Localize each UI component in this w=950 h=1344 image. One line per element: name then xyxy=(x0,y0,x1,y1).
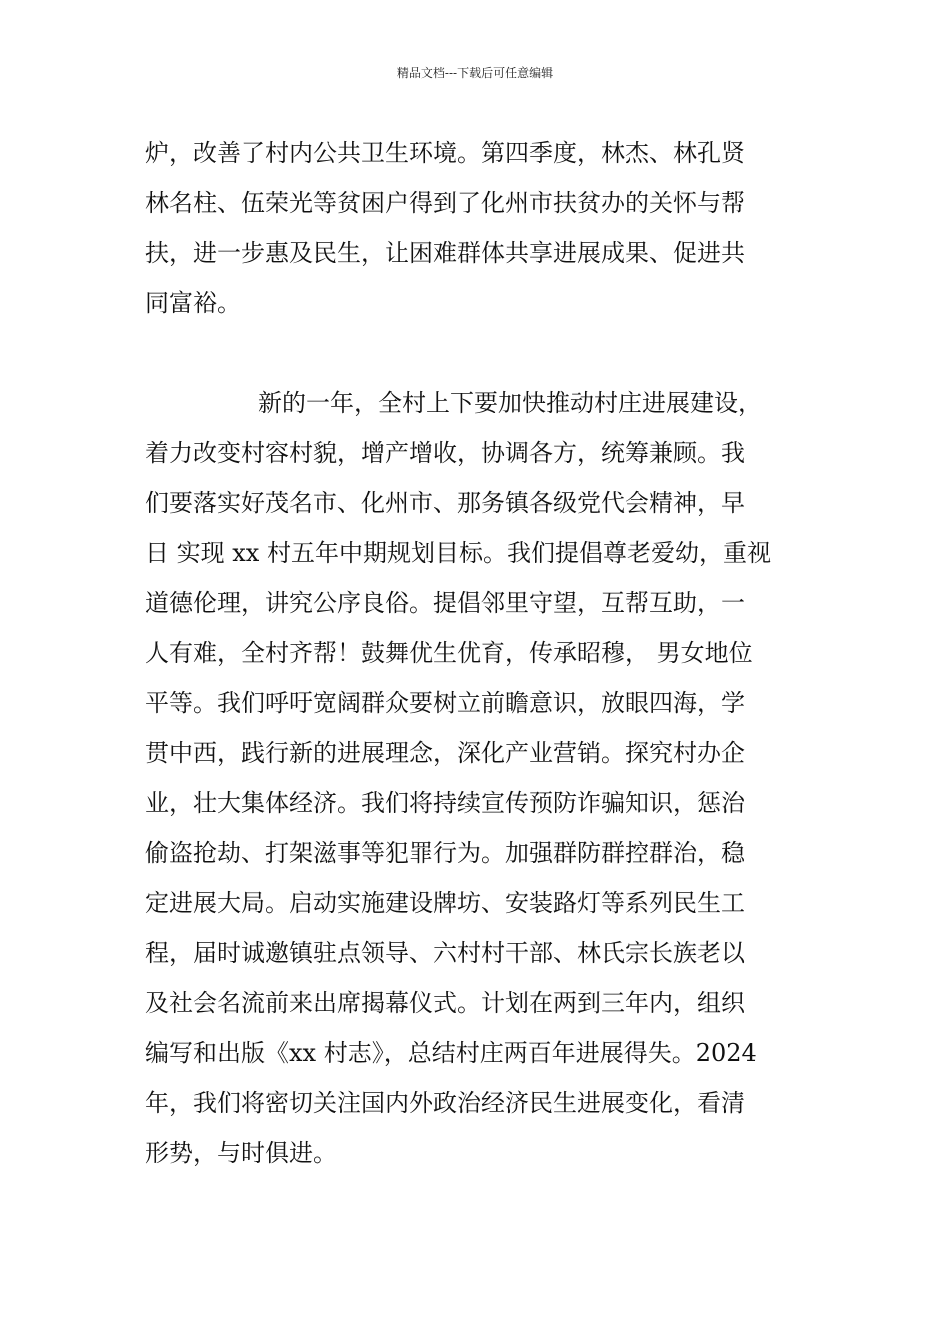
page-header: 精品文档---下载后可任意编辑 xyxy=(396,66,554,80)
paragraph-line: 定进展大局。启动实施建设牌坊、安装路灯等系列民生工 xyxy=(145,889,745,917)
paragraph-gap xyxy=(145,328,835,378)
paragraph-line: 形势，与时俱进。 xyxy=(145,1139,337,1167)
paragraph-line: 林名柱、伍荣光等贫困户得到了化州市扶贫办的关怀与帮 xyxy=(145,189,745,217)
paragraph-line: 人有难，全村齐帮！鼓舞优生优育，传承昭穆， 男女地位 xyxy=(145,639,753,667)
paragraph-line: 偷盗抢劫、打架滋事等犯罪行为。加强群防群控群治，稳 xyxy=(145,839,745,867)
paragraph-line: 平等。我们呼吁宽阔群众要树立前瞻意识，放眼四海，学 xyxy=(145,689,745,717)
paragraph-1 xyxy=(145,128,835,328)
paragraph-line: 业，壮大集体经济。我们将持续宣传预防诈骗知识，惩治 xyxy=(145,789,745,817)
paragraph-line: 贯中西，践行新的进展理念，深化产业营销。探究村办企 xyxy=(145,739,745,767)
paragraph-line: 们要落实好茂名市、化州市、那务镇各级党代会精神，早 xyxy=(145,489,745,517)
paragraph-line: 扶，进一步惠及民生，让困难群体共享进展成果、促进共 xyxy=(145,239,745,267)
paragraph-line: 程，届时诚邀镇驻点领导、六村村干部、林氏宗长族老以 xyxy=(145,939,745,967)
paragraph-first-line: 新的一年，全村上下要加快推动村庄进展建设， xyxy=(258,389,762,417)
paragraph-2 xyxy=(145,378,835,1178)
document-body xyxy=(145,128,835,1178)
paragraph-line: 道德伦理，讲究公序良俗。提倡邻里守望，互帮互助，一 xyxy=(145,589,745,617)
paragraph-line: 及社会名流前来出席揭幕仪式。计划在两到三年内，组织 xyxy=(145,989,745,1017)
paragraph-line: 年，我们将密切关注国内外政治经济民生进展变化，看清 xyxy=(145,1089,745,1117)
paragraph-line: 编写和出版《xx 村志》，总结村庄两百年进展得失。2024 xyxy=(145,1039,757,1067)
paragraph-line: 日 实现 xx 村五年中期规划目标。我们提倡尊老爱幼，重视 xyxy=(145,539,771,567)
paragraph-line: 着力改变村容村貌，增产增收，协调各方，统筹兼顾。我 xyxy=(145,439,745,467)
paragraph-line: 同富裕。 xyxy=(145,289,241,317)
paragraph-line: 炉，改善了村内公共卫生环境。第四季度，林杰、林孔贤 xyxy=(145,139,745,167)
